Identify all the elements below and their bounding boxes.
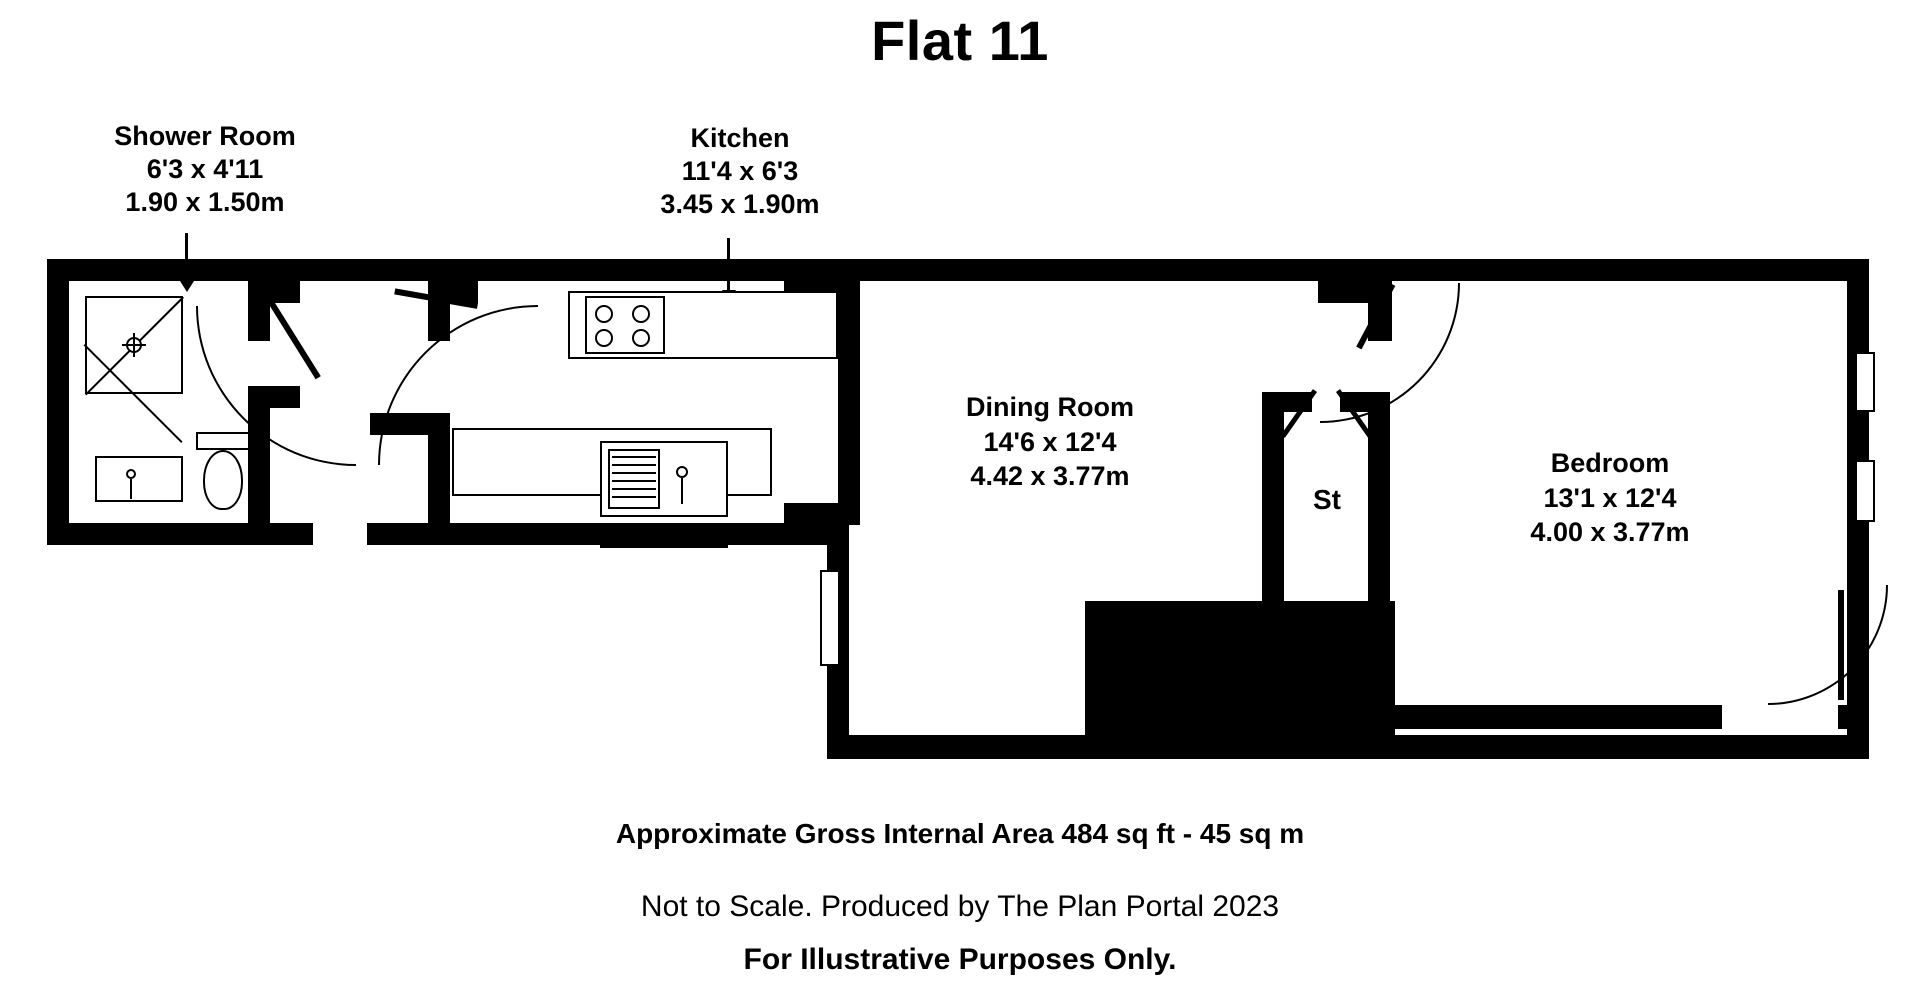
dining-room-name: Dining Room bbox=[966, 392, 1134, 422]
storage-name: St bbox=[1313, 484, 1341, 515]
toilet-cistern bbox=[196, 432, 250, 450]
hob-burner-bl bbox=[595, 329, 613, 347]
kitchen-name: Kitchen bbox=[690, 123, 790, 153]
page-title: Flat 11 bbox=[871, 9, 1049, 72]
wall-bedroom-bottom bbox=[1392, 705, 1722, 729]
wall-dining-bedroom-lower bbox=[1368, 601, 1392, 759]
hob-burner-tl bbox=[595, 305, 613, 323]
drainer-groove-4 bbox=[612, 480, 656, 482]
kitchen-metric: 3.45 x 1.90m bbox=[660, 188, 820, 219]
illustrative-text: For Illustrative Purposes Only. bbox=[743, 943, 1177, 976]
window-dining bbox=[820, 570, 840, 666]
wall-top bbox=[47, 259, 1869, 281]
wall-kitchen-bottom-stub bbox=[784, 503, 860, 525]
shower-room-name: Shower Room bbox=[114, 121, 296, 151]
wall-shower-stub-top bbox=[248, 281, 300, 303]
door-bedroom-right-leaf bbox=[1838, 590, 1844, 700]
wall-dining-step bbox=[1085, 601, 1395, 759]
basin-bowl bbox=[126, 469, 136, 479]
drainer-groove-2 bbox=[612, 464, 656, 466]
shower-room-imperial: 6'3 x 4'11 bbox=[146, 153, 264, 184]
wall-bottom-hall bbox=[367, 523, 827, 545]
door-bedroom-right-arc bbox=[1768, 585, 1888, 705]
bedroom-label bbox=[1440, 446, 1780, 550]
hob-burner-tr bbox=[632, 305, 650, 323]
kitchen-sink-bowl bbox=[676, 466, 688, 478]
kitchen-imperial: 11'4 x 6'3 bbox=[681, 155, 799, 186]
bedroom-name: Bedroom bbox=[1550, 448, 1670, 478]
drainer-groove-3 bbox=[612, 472, 656, 474]
kitchen-sink-tap bbox=[681, 478, 683, 504]
wall-left-end bbox=[47, 259, 69, 545]
drainer-groove-5 bbox=[612, 488, 656, 490]
bedroom-metric: 4.00 x 3.77m bbox=[1530, 517, 1690, 548]
wall-right-window-separator bbox=[1847, 412, 1869, 460]
gross-area-text: Approximate Gross Internal Area 484 sq ft - 45 sq m bbox=[615, 818, 1305, 849]
toilet-bowl bbox=[203, 450, 243, 510]
kitchen-counter-edge bbox=[600, 545, 728, 548]
storage-label bbox=[1262, 482, 1392, 518]
kitchen-hob bbox=[585, 296, 665, 354]
wall-bottom-left bbox=[47, 523, 313, 545]
basin bbox=[95, 456, 183, 502]
disclaimer-text: Not to Scale. Produced by The Plan Portal 2023 bbox=[640, 890, 1280, 923]
dining-room-metric: 4.42 x 3.77m bbox=[970, 461, 1130, 492]
shower-drain-cross-v bbox=[133, 333, 135, 357]
kitchen-drainer bbox=[608, 449, 660, 509]
wall-bedroom-bottom-right bbox=[1838, 705, 1869, 729]
window-bedroom-lower bbox=[1855, 460, 1875, 522]
dining-room-label bbox=[880, 390, 1220, 494]
shower-room-metric: 1.90 x 1.50m bbox=[125, 186, 285, 217]
hob-burner-br bbox=[632, 329, 650, 347]
door-hall-arc bbox=[378, 305, 538, 465]
wall-kitchen-dining bbox=[838, 281, 860, 525]
window-bedroom-upper bbox=[1855, 352, 1875, 412]
basin-tap bbox=[130, 479, 132, 499]
drainer-groove-6 bbox=[612, 496, 656, 498]
drainer-groove-1 bbox=[612, 456, 656, 458]
bedroom-imperial: 13'1 x 12'4 bbox=[1543, 482, 1677, 513]
dining-room-imperial: 14'6 x 12'4 bbox=[983, 426, 1117, 457]
door-bedroom-arc bbox=[1320, 283, 1460, 423]
